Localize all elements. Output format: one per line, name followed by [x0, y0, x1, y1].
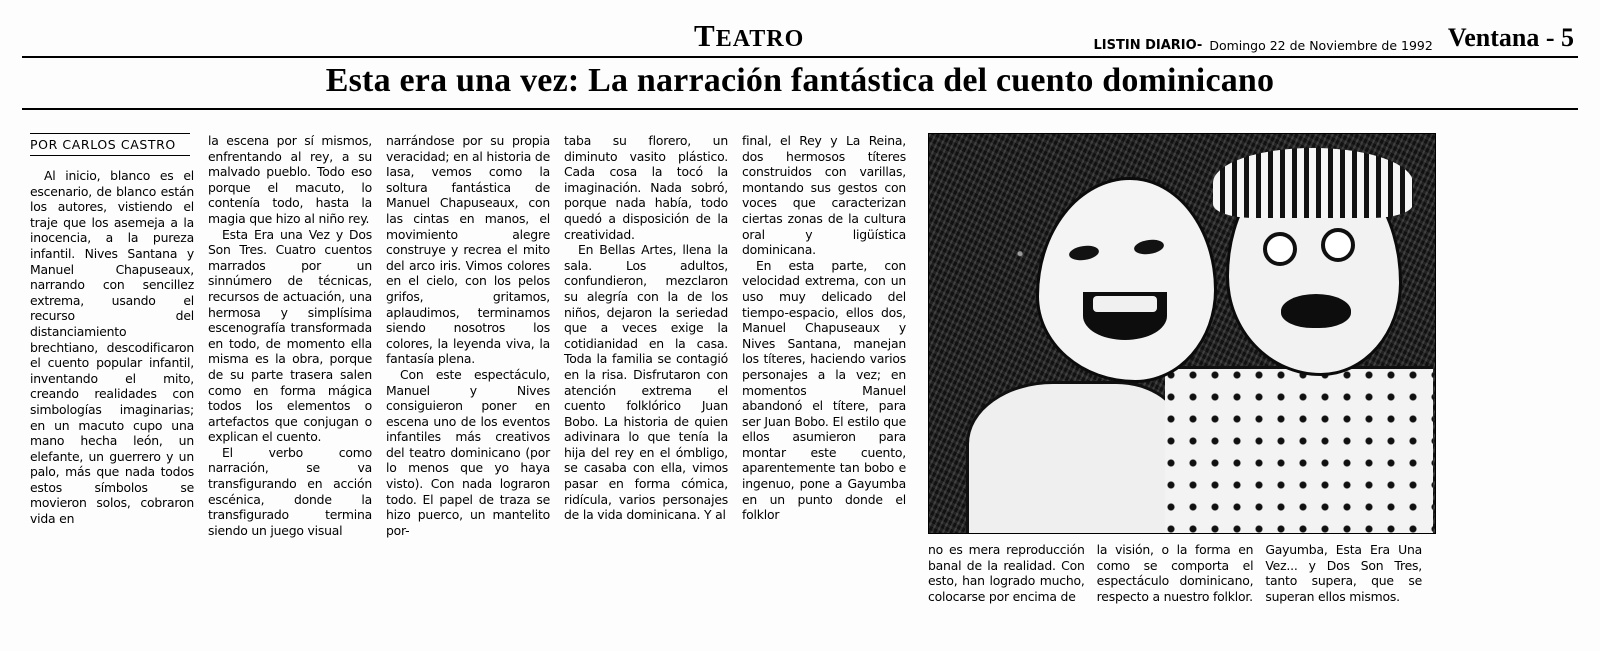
- section-title-initial: T: [694, 18, 716, 53]
- caption-column-1: [928, 542, 1097, 604]
- paragraph: En esta parte, con velocidad extrema, con un uso muy delicado del tiempo-espacio, ellos dos, Manuel Chapuseaux y Nives Santana, manejan los títeres, haciendo varios personajes a la vez; en momentos Manuel abandonó el títere, para ser Juan Bobo. El estilo que ellos asumieron para montar este cuento, aparentemente tan bobo e ingenuo, pone a Gayumba en un punto donde el folklor: [742, 257, 906, 523]
- section-title: [694, 18, 804, 54]
- caption-column-3: [1265, 542, 1434, 604]
- page-label: Ventana - 5: [1447, 23, 1574, 52]
- photo-column: [920, 133, 1440, 645]
- puppet-left-eye: [1068, 244, 1100, 262]
- section-title-rest: EATRO: [715, 26, 805, 52]
- paragraph: taba su florero, un diminuto vasito plástico. Cada cosa la tocó la imaginación. Nada sobró, porque nada había, todo quedó a disposición de la creatividad.: [564, 133, 728, 242]
- article-body: [30, 133, 1575, 645]
- text-column-4: [564, 133, 742, 645]
- column-group: [30, 133, 1575, 645]
- paragraph: El verbo como narración, se va transfigurando en acción escénica, donde la transfigurado termina siendo un juego visual: [208, 444, 372, 538]
- paragraph: la escena por sí mismos, enfrentando al rey, a su malvado pueblo. Todo eso porque el macuto, lo contenía todo, hasta la magia que hizo al niño rey.: [208, 133, 372, 226]
- masthead-info: [1094, 23, 1579, 56]
- text-column-2: [208, 133, 386, 645]
- puppet-mouth: [1281, 294, 1351, 328]
- photo-figure-torso: [969, 384, 1179, 534]
- paragraph: narrándose por su propia veracidad; en al historia de Iasa, vemos como la soltura fantástica de Manuel Chapuseaux, con las cintas en manos, el movimiento alegre construye y recrea el mito del arco iris. Vimos colores en el cielo, con los pelos grifos, gritamos, aplaudimos, terminamos siendo nosotros los colores, la leyenda viva, la fantasía plena.: [386, 133, 550, 367]
- text-column-5: [742, 133, 920, 645]
- paragraph: Esta Era una Vez y Dos Son Tres. Cuatro cuentos marrados por un sinnúmero de técnicas, recursos de actuación, una hermosa y simplísima escenografía transformada en todo, de momento ella misma es la obra, porque de su parte trasera salen como en forma mágica todos los elementos o artefactos que conjugan o explican el cuento.: [208, 226, 372, 445]
- puppet-right-eye: [1321, 228, 1355, 262]
- text-column-1: [30, 133, 208, 645]
- article-headline: Esta era una vez: La narración fantástica del cuento dominicano: [22, 62, 1578, 110]
- puppet-right-eye: [1133, 238, 1165, 256]
- paragraph: En Bellas Artes, llena la sala. Los adultos, confundieron, mezclaron su alegría con la de los niños, dejaron la seriedad que a veces exige la cotidianidad en la casa. Toda la familia se contagió en la risa. Disfrutaron con atención extrema el cuento folklórico Juan Bobo. La historia de quien adivinara lo que tenía la hija del rey en el ómbligo, se casaba con ella, vimos pasar en forma cómica, ridícula, varios personajes de la vida dominicana. Y al: [564, 242, 728, 523]
- text-column-3: [386, 133, 564, 645]
- byline: POR CARLOS CASTRO: [30, 133, 190, 156]
- paper-name: LISTIN DIARIO-: [1093, 38, 1203, 53]
- photo-figure-dress: [1165, 366, 1433, 534]
- puppet-mouth: [1083, 292, 1167, 340]
- issue-date: Domingo 22 de Noviembre de 1992: [1209, 38, 1433, 53]
- photo-puppet-right: [1229, 158, 1399, 373]
- puppet-left-eye: [1263, 232, 1297, 266]
- paragraph: Gayumba, Esta Era Una Vez... y Dos Son Tres, tanto supera, que se superan ellos mismos.: [1265, 542, 1423, 604]
- paragraph: la visión, o la forma en como se comporta el espectáculo dominicano, respecto a nuestro folklor.: [1096, 542, 1254, 604]
- caption-column-2: [1097, 542, 1266, 604]
- masthead: [22, 10, 1578, 58]
- paragraph: Con este espectáculo, Manuel y Nives consiguieron poner en escena uno de los eventos infantiles más creativos del teatro dominicano (por lo menos que yo haya visto). Con nada lograron todo. El papel de traza se hizo puerco, un mantelito por-: [386, 366, 550, 538]
- paragraph: Al inicio, blanco es el escenario, de blanco están los autores, vistiendo el traje que los asemeja a la inocencia, a la pureza infantil. Nives Santana y Manuel Chapuseaux, narrando con sencillez extrema, usando el recurso del distanciamiento brechtiano, descodificaron el cuento popular infantil, inventando el mito, creando realidades con simbologías imaginarias; en un macuto cupo una mano hecha león, un elefante, un guerrero y un palo, más que nada todos estos símbolos se movieron solos, cobraron vida en: [30, 168, 194, 527]
- production-photo: [928, 133, 1436, 534]
- paragraph: final, el Rey y La Reina, dos hermosos títeres construidos con varillas, montando sus gestos con voces que caracterizan ciertas zonas de la cultura oral y ligüística dominicana.: [742, 133, 906, 258]
- photo-caption-group: [928, 542, 1434, 604]
- paragraph: no es mera reproducción banal de la realidad. Con esto, han logrado mucho, colocarse por encima de: [928, 542, 1085, 604]
- puppet-hair: [1213, 148, 1413, 218]
